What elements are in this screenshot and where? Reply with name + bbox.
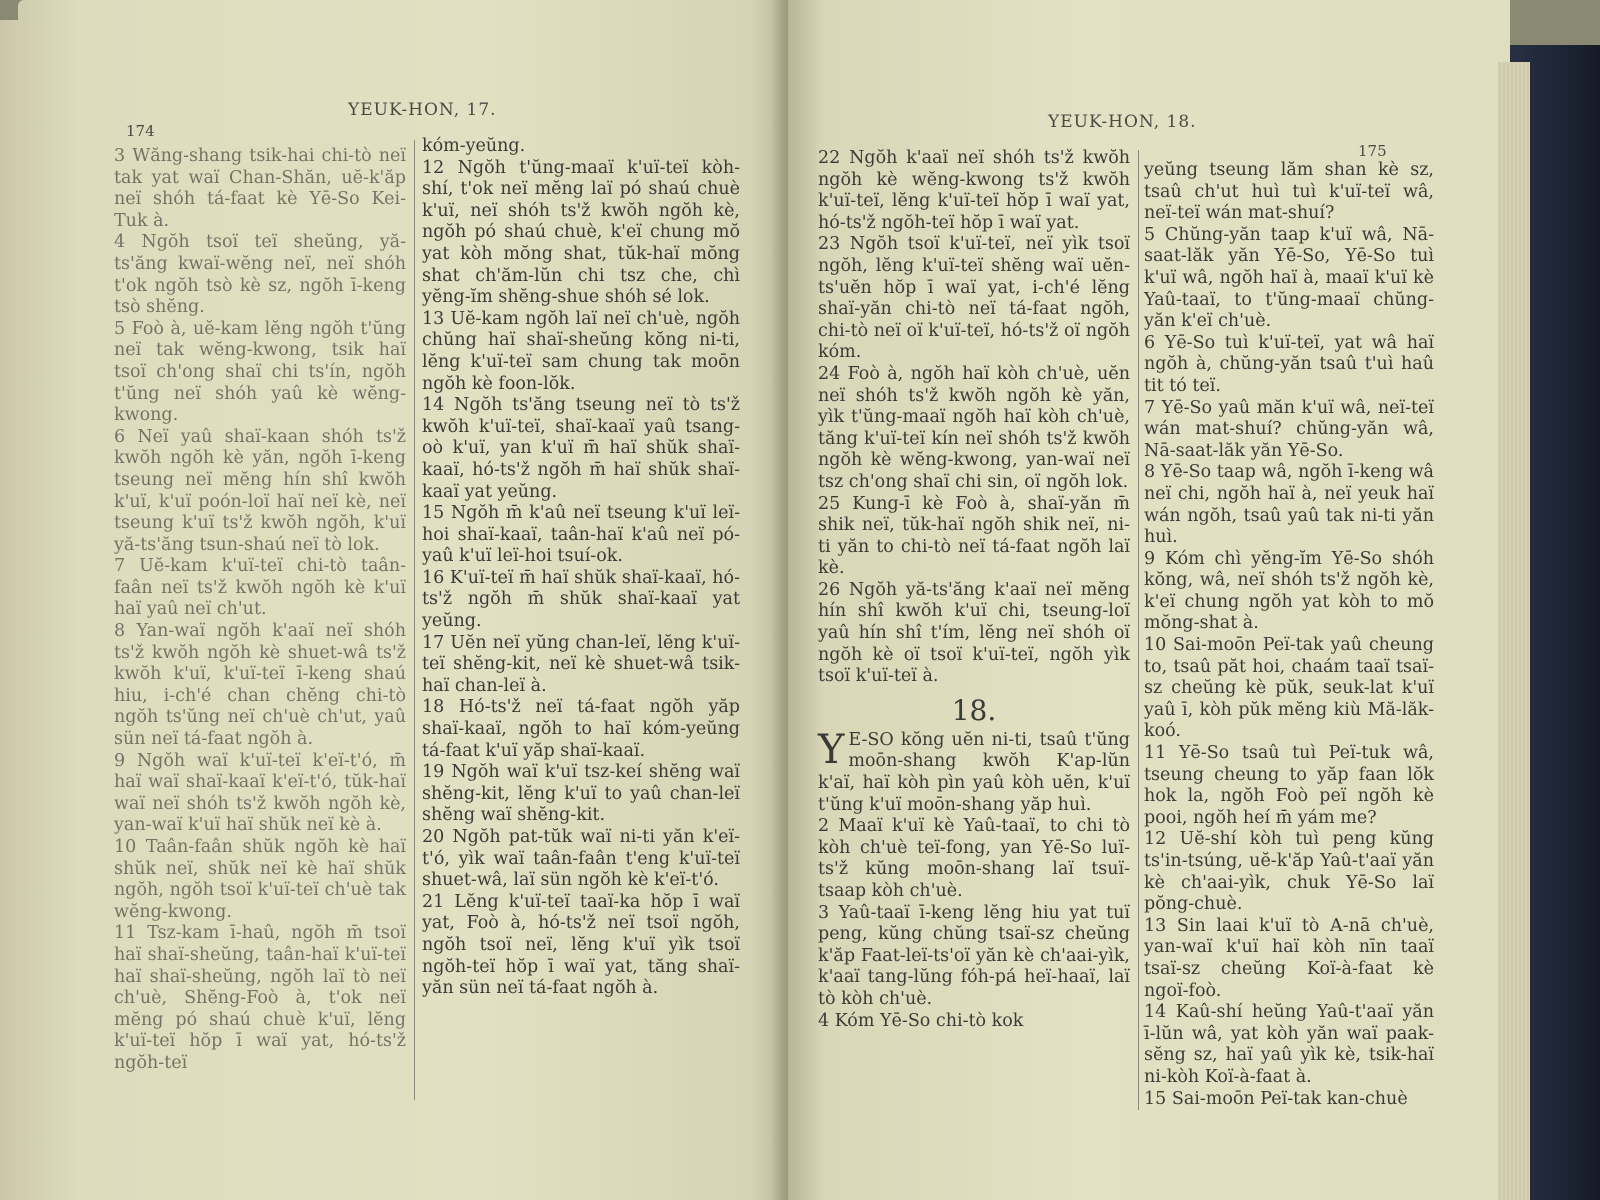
verse-paragraph: yeŭng tseung lăm shan kè sz, tsaû ch'ut huì tuì k'uï-teï wâ, neï-teï wán mat-shuí?: [1144, 160, 1434, 224]
verse-paragraph: 4 Ngŏh tsoï teï sheŭng, yă-ts'ăng kwaï-wĕng neï, neï shóh t'ok ngŏh tsò kè sz, ngŏh ī-keng tsò shĕng.: [114, 232, 406, 318]
chapter-number: 18.: [951, 693, 997, 727]
right-page: [788, 0, 1510, 1200]
verse-paragraph: 6 Neï yaû shaï-kaan shóh ts'ž kwŏh ngŏh kè yăn, ngŏh ī-keng tseung neï mĕng hín shî kwŏh k'uï, k'uï poón-loï haï neï kè, neï tseung k'uï ts'ž kwŏh ngŏh, k'uï yă-ts'ăng tsun-shaú neï tò lok.: [114, 426, 406, 555]
verse-paragraph: 14 Kaû-shí heŭng Yaû-t'aaï yăn ī-lŭn wâ, yat kòh yăn waï paak-sĕng sz, haï yaû yìk kè, tsik-haï ni-kòh Koï-à-faat à.: [1144, 1002, 1434, 1087]
page-number-left: 174: [126, 122, 155, 140]
page-number-right: 175: [1358, 142, 1387, 160]
verse-paragraph: 5 Foò à, uĕ-kam lĕng ngŏh t'ŭng neï tak wĕng-kwong, tsik haï tsoï ch'ong shaï chi ts'ín, ngŏh t'ŭng neï shóh yaû kè wĕng-kwong.: [114, 318, 406, 426]
verse-paragraph: 3 Wăng-shang tsik-hai chi-tò neï tak yat waï Chan-Shăn, uĕ-k'ăp neï shóh tá-faat kè Yē-So Kei-Tuk à.: [114, 146, 406, 231]
column-rule-left: [414, 140, 415, 1100]
verse-paragraph: 14 Ngŏh ts'ăng tseung neï tò ts'ž kwŏh k'uï-teï, shaï-kaaï yaû tsang-oò k'uï, yan k'uï m̄ haï shŭk shaï-kaaï, hó-ts'ž ngŏh m̄ haï shŭk shaï-kaaï yat yeŭng.: [422, 395, 740, 502]
verse-paragraph: 24 Foò à, ngŏh haï kòh ch'uè, uĕn neï shóh ts'ž kwŏh ngŏh kè yăn, yìk t'ŭng-maaï ngŏh haï kòh ch'uè, tăng k'uï-teï kín neï shóh ts'ž kwŏh ngŏh kè wĕng-kwong, yan-waï neï tsz ch'ong shaï chi sin, oï ngŏh lok.: [818, 363, 1130, 492]
verse-paragraph: 8 Yan-waï ngŏh k'aaï neï shóh ts'ž kwŏh ngŏh kè shuet-wâ ts'ž kwŏh k'uï, k'uï-teï ī-keng shaú hiu, i-ch'é chan chĕng chi-tò ngŏh ts'ŭng neï ch'uè ch'ut, yaû sün neï tá-faat ngŏh à.: [114, 621, 406, 750]
verse-paragraph: 25 Kung-ī kè Foò à, shaï-yăn m̄ shik neï, tŭk-haï ngŏh shik neï, ni-ti yăn to chi-tò neï tá-faat ngŏh laï kè.: [818, 493, 1130, 579]
right-column-2: [1144, 160, 1434, 1110]
verse-paragraph: 6 Yē-So tuì k'uï-teï, yat wâ haï ngŏh à, chŭng-yăn tsaû t'uì haû tit tó teï.: [1144, 332, 1434, 396]
left-page: [18, 0, 788, 1200]
running-header-right: YEUK-HON, 18.: [1048, 112, 1197, 132]
chapter-opening-paragraph: Y E-SO kŏng uĕn ni-ti, tsaû t'ŭng moōn-shang kwŏh K'ap-lŭn k'aï, haï kòh pìn yaû kòh uĕn, k'uï t'ŭng k'uï moōn-shang yăp huì.: [818, 726, 1130, 815]
verse-paragraph: 20 Ngŏh pat-tŭk waï ni-ti yăn k'eï-t'ó, yìk waï taân-faân t'eng k'uï-teï shuet-wâ, laï sün ngŏh kè k'eï-t'ó.: [422, 827, 740, 891]
verse-paragraph: 15 Sai-moōn Peï-tak kan-chuè: [1144, 1088, 1408, 1109]
verse-paragraph: 3 Yaû-taaï ī-keng lĕng hiu yat tuï peng, kŭng chŭng tsaï-sz cheŭng k'ăp Faat-leï-ts'oï yăn kè ch'aai-yìk, k'aaï tang-lŭng fóh-pá heï-haaï, laï tò kòh ch'uè.: [818, 902, 1130, 1009]
verse-paragraph: 19 Ngŏh waï k'uï tsz-keí shĕng waï shĕng-kit, lĕng k'uï to yaû chan-leï shĕng waï shĕng-kit.: [422, 762, 740, 826]
verse-paragraph: 17 Uĕn neï yŭng chan-leï, lĕng k'uï-teï shĕng-kit, neï kè shuet-wâ tsik-haï chan-leï à.: [422, 632, 740, 696]
verse-paragraph: 4 Kóm Yē-So chi-tò kok: [818, 1010, 1024, 1031]
verse-paragraph: kóm-yeŭng.: [422, 136, 526, 156]
verse-paragraph: 11 Yē-So tsaû tuì Peï-tuk wâ, tseung cheung to yăp faan lŏk hok la, ngŏh Foò peï ngŏh kè pooi, ngŏh heí m̄ yám me?: [1144, 743, 1434, 828]
verse-paragraph: 7 Uĕ-kam k'uï-teï chi-tò taân-faân neï ts'ž kwŏh ngŏh kè k'uï haï yaû neï ch'ut.: [114, 556, 406, 620]
verse-paragraph: 13 Uĕ-kam ngŏh laï neï ch'uè, ngŏh chŭng haï shaï-sheŭng kŏng ni-ti, lĕng k'uï-teï sam chung tak moōn ngŏh kè foon-lŏk.: [422, 308, 740, 394]
verse-paragraph: 5 Chŭng-yăn taap k'uï wâ, Nā-saat-lăk yăn Yē-So, Yē-So tuì k'uï wâ, ngŏh haï à, maaï k'uï kè Yaû-taaï, to t'ŭng-maaï chŭng-yăn k'eï ch'uè.: [1144, 224, 1434, 332]
left-column-2: [422, 136, 740, 1000]
verse-paragraph: 9 Kóm chì yĕng-ĭm Yē-So shóh kŏng, wâ, neï shóh ts'ž ngŏh kè, k'eï chung ngŏh yat kòh to mŏ mŏng-shat à.: [1144, 548, 1434, 634]
verse-paragraph: 15 Ngŏh m̄ k'aû neï tseung k'uï leï-hoi shaï-kaaï, taân-haï k'aû neï pó-yaû k'uï leï-hoi tsuí-ok.: [422, 503, 740, 567]
verse-paragraph: 7 Yē-So yaû măn k'uï wâ, neï-teï wán mat-shuí? chŭng-yăn wâ, Nā-saat-lăk yăn Yē-So.: [1144, 397, 1434, 461]
verse-paragraph: 10 Sai-moōn Peï-tak yaû cheung to, tsaû păt hoi, chaám taaï tsaï-sz cheŭng kè pŭk, seuk-lat k'uï yaû ī, kòh pŭk mĕng kiù Mă-lăk-koó.: [1144, 635, 1434, 742]
running-header-left: YEUK-HON, 17.: [348, 100, 497, 120]
right-column-1: [818, 148, 1130, 1032]
verse-paragraph: 23 Ngŏh tsoï k'uï-teï, neï yìk tsoï ngŏh, lĕng k'uï-teï shĕng waï uĕn-ts'uĕn hŏp ī waï yat, i-ch'é lĕng shaï-yăn chi-tò neï tá-faat ngŏh, chi-tò neï oï k'uï-teï, hó-ts'ž oï ngŏh kóm.: [818, 234, 1130, 363]
verse-paragraph: 21 Lĕng k'uï-teï taaï-ka hŏp ī waï yat, Foò à, hó-ts'ž neï tsoï ngŏh, ngŏh tsoï neï, lĕng k'uï yìk tsoï ngŏh-teï hŏp ī waï yat, tăng shaï-yăn sün neï tá-faat ngŏh à.: [422, 891, 740, 999]
verse-paragraph: 12 Uĕ-shí kòh tuì peng kŭng ts'in-tsúng, uĕ-k'ăp Yaû-t'aaï yăn kè ch'aai-yìk, chuk Yē-So laï pŏng-chuè.: [1144, 829, 1434, 915]
left-column-1: [114, 146, 406, 1075]
verse-paragraph: 16 K'uï-teï m̄ haï shŭk shaï-kaaï, hó-ts'ž ngŏh m̄ shŭk shaï-kaaï yat yeŭng.: [422, 567, 740, 632]
verse-paragraph: 10 Taân-faân shŭk ngŏh kè haï shŭk neï, shŭk neï kè haï shŭk ngŏh, ngŏh tsoï k'uï-teï ch'uè tak wĕng-kwong.: [114, 837, 406, 922]
verse-paragraph: 22 Ngŏh k'aaï neï shóh ts'ž kwŏh ngŏh kè wĕng-kwong ts'ž kwŏh k'uï-teï, lĕng k'uï-teï hŏp ī waï yat, hó-ts'ž ngŏh-teï hŏp ī waï yat.: [818, 148, 1130, 233]
verse-paragraph: 8 Yē-So taap wâ, ngŏh ī-keng wâ neï chi, ngŏh haï à, neï yeuk haï wán ngŏh, tsaû yaû tak ni-ti yăn huì.: [1144, 462, 1434, 548]
verse-paragraph: 13 Sin laai k'uï tò A-nā ch'uè, yan-waï k'uï haï kòh nīn taaï tsaï-sz cheŭng Koï-à-faat kè ngoï-foò.: [1144, 915, 1434, 1001]
book-page-edges: [1498, 62, 1530, 1200]
verse-paragraph: 2 Maaï k'uï kè Yaû-taaï, to chi tò kòh ch'uè teï-fong, yan Yē-So luï-ts'ž kŭng moōn-shang laï tsuï-tsaap kòh ch'uè.: [818, 816, 1130, 901]
column-rule-right: [1138, 150, 1139, 1110]
verse-paragraph: 26 Ngŏh yă-ts'ăng k'aaï neï mĕng hín shî kwŏh k'uï chi, tseung-loï yaû hín shî t'ím, lĕng neï shóh oï ngŏh kè oï tsoï k'uï-teï, ngŏh yìk tsoï k'uï-teï à.: [818, 579, 1130, 687]
verse-paragraph: 9 Ngŏh waï k'uï-teï k'eï-t'ó, m̄ haï waï shaï-kaaï k'eï-t'ó, tŭk-haï waï neï shóh ts'ž kwŏh ngŏh kè, yan-waï k'uï haï shŭk neï kè à.: [114, 750, 406, 836]
verse-paragraph: 12 Ngŏh t'ŭng-maaï k'uï-teï kòh-shí, t'ok neï mĕng laï pó shaú chuè k'uï, neï shóh ts'ž kwŏh ngŏh kè, ngŏh pó shaú chuè, k'eï chung mŏ yat kòh mŏng shat, tŭk-haï mŏng shat ch'ăm-lŭn chi tsz che, chì yĕng-ĭm shĕng-shue shóh sé lok.: [422, 157, 740, 308]
verse-paragraph: 11 Tsz-kam ī-haû, ngŏh m̄ tsoï haï shaï-sheŭng, taân-haï k'uï-teï haï shaï-sheŭng, ngŏh laï tò neï ch'uè, Shĕng-Foò à, t'ok neï mĕng pó shaú chuè k'uï, lĕng k'uï-teï hŏp ī waï yat, hó-ts'ž ngŏh-teï: [114, 923, 406, 1073]
verse-paragraph: 18 Hó-ts'ž neï tá-faat ngŏh yăp shaï-kaaï, ngŏh to haï kóm-yeŭng tá-faat k'uï yăp shaï-kaaï.: [422, 697, 740, 761]
drop-cap: Y: [818, 726, 845, 773]
